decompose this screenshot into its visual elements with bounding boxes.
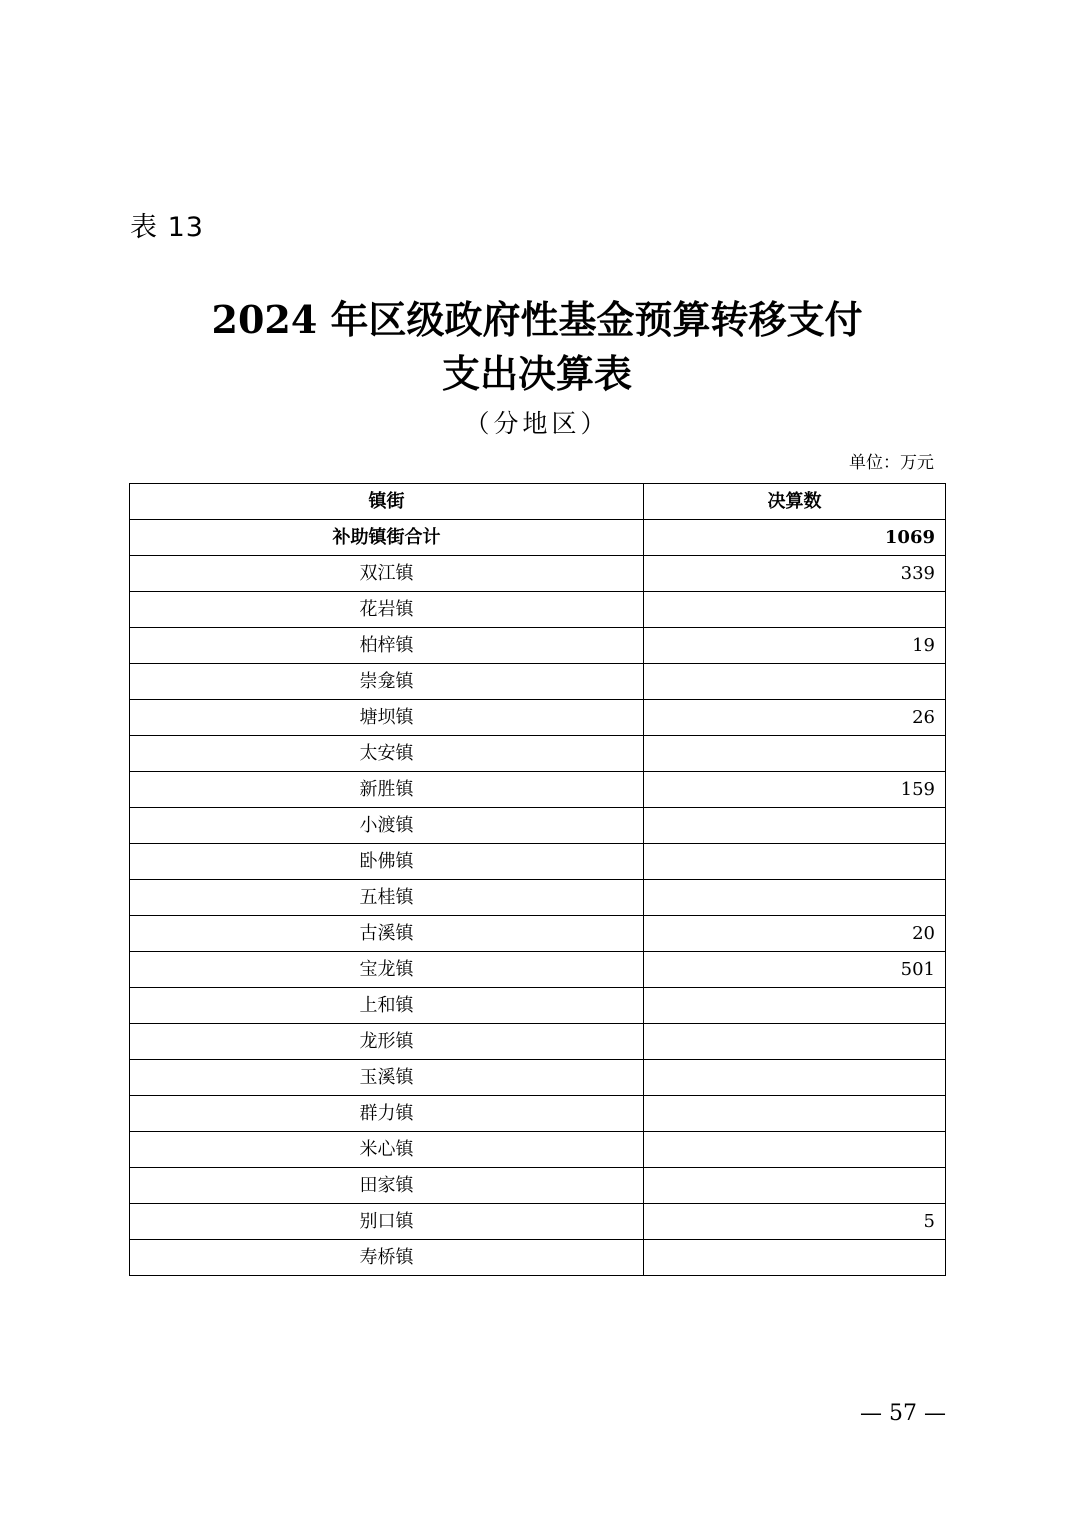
town-name: 玉溪镇 — [130, 1060, 644, 1096]
town-value: 19 — [644, 628, 946, 664]
table-label: 表 13 — [130, 212, 204, 243]
town-value — [644, 844, 946, 880]
town-value — [644, 1168, 946, 1204]
unit-label: 单位：万元 — [849, 453, 934, 473]
town-value — [644, 1060, 946, 1096]
town-name: 塘坝镇 — [130, 700, 644, 736]
page-title-line1: 2024 年区级政府性基金预算转移支付 — [211, 297, 863, 342]
table-row — [130, 880, 946, 916]
town-name: 新胜镇 — [130, 772, 644, 808]
table-row — [130, 628, 946, 664]
table-row — [130, 700, 946, 736]
total-row — [130, 520, 946, 556]
town-value: 339 — [644, 556, 946, 592]
town-name: 古溪镇 — [130, 916, 644, 952]
column-header-town: 镇街 — [130, 484, 644, 520]
table-row — [130, 1168, 946, 1204]
town-name: 小渡镇 — [130, 808, 644, 844]
town-value: 501 — [644, 952, 946, 988]
town-name: 花岩镇 — [130, 592, 644, 628]
town-name: 寿桥镇 — [130, 1240, 644, 1276]
town-value: 20 — [644, 916, 946, 952]
town-value — [644, 1096, 946, 1132]
town-name: 别口镇 — [130, 1204, 644, 1240]
table-row — [130, 808, 946, 844]
table-row — [130, 736, 946, 772]
page-title-line2: 支出决算表 — [441, 351, 632, 396]
town-value — [644, 880, 946, 916]
town-name: 上和镇 — [130, 988, 644, 1024]
table-row — [130, 556, 946, 592]
table-row — [130, 1060, 946, 1096]
town-value — [644, 664, 946, 700]
budget-table — [129, 483, 946, 1276]
table-row — [130, 664, 946, 700]
town-value: 26 — [644, 700, 946, 736]
town-name: 五桂镇 — [130, 880, 644, 916]
total-value: 1069 — [644, 520, 946, 556]
town-value: 5 — [644, 1204, 946, 1240]
town-name: 柏梓镇 — [130, 628, 644, 664]
town-value: 159 — [644, 772, 946, 808]
town-value — [644, 592, 946, 628]
town-name: 双江镇 — [130, 556, 644, 592]
town-name: 米心镇 — [130, 1132, 644, 1168]
town-name: 田家镇 — [130, 1168, 644, 1204]
table-row — [130, 1204, 946, 1240]
table-row — [130, 952, 946, 988]
town-name: 卧佛镇 — [130, 844, 644, 880]
town-value — [644, 988, 946, 1024]
table-row — [130, 1024, 946, 1060]
page-number: — 57 — — [860, 1401, 946, 1426]
table-row — [130, 592, 946, 628]
town-name: 群力镇 — [130, 1096, 644, 1132]
town-value — [644, 736, 946, 772]
table-row — [130, 1132, 946, 1168]
town-name: 龙形镇 — [130, 1024, 644, 1060]
table-row — [130, 772, 946, 808]
town-name: 宝龙镇 — [130, 952, 644, 988]
town-value — [644, 1024, 946, 1060]
table-row — [130, 1240, 946, 1276]
table-row — [130, 1096, 946, 1132]
town-name: 太安镇 — [130, 736, 644, 772]
table-row — [130, 988, 946, 1024]
table-row — [130, 844, 946, 880]
town-value — [644, 1240, 946, 1276]
table-header-row — [130, 484, 946, 520]
town-value — [644, 1132, 946, 1168]
table-row — [130, 916, 946, 952]
page-subtitle: （分地区） — [464, 409, 610, 438]
total-label: 补助镇街合计 — [130, 520, 644, 556]
town-value — [644, 808, 946, 844]
town-name: 崇龛镇 — [130, 664, 644, 700]
column-header-amount: 决算数 — [644, 484, 946, 520]
